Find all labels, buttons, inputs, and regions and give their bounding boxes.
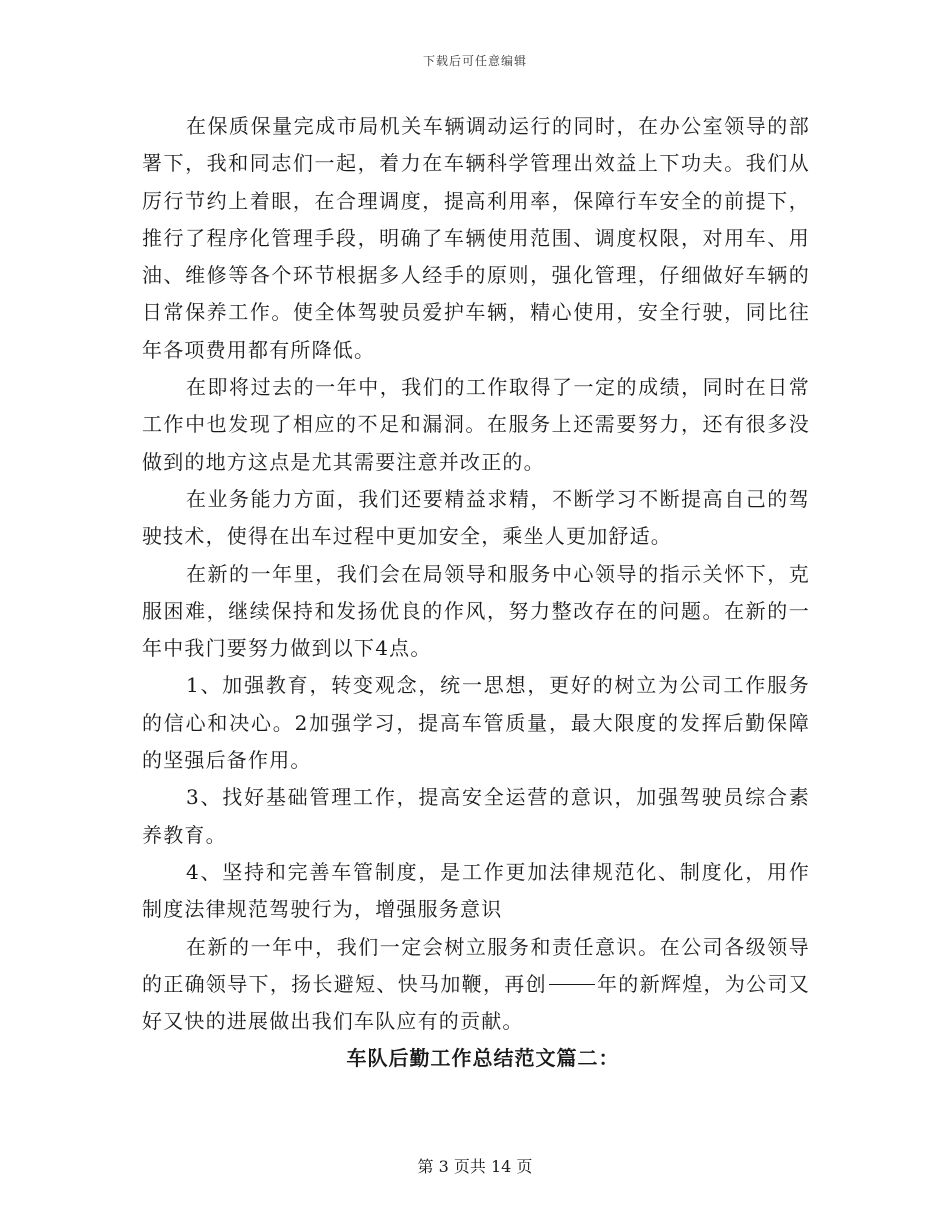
paragraph-point-4: 4、坚持和完善车管制度，是工作更加法律规范化、制度化，用作制度法律规范驾驶行为，增强服务意识 — [142, 859, 810, 922]
paragraph-point-3: 3、找好基础管理工作，提高安全运营的意识，加强驾驶员综合素养教育。 — [142, 785, 810, 847]
closing-text-after-blank: 年的新辉煌，为公司又好又快的进展做出我们车队应有的贡献。 — [142, 971, 810, 1034]
paragraph-vehicle-management: 在保质保量完成市局机关车辆调动运行的同时，在办公室领导的部署下，我和同志们一起，着力在车辆科学管理出效益上下功夫。我们从厉行节约上着眼，在合理调度，提高利用率，保障行车安全的前提下，推行了程序化管理手段，明确了车辆使用范围、调度权限，对用车、用油、维修等各个环节根据多人经手的原则，强化管理，仔细做好车辆的日常保养工作。使全体驾驶员爱护车辆，精心使用，安全行驶，同比往年各项费用都有所降低。 — [142, 114, 810, 362]
section-title: 车队后勤工作总结范文篇二： — [346, 1046, 620, 1071]
paragraph-point-1-2: 1、加强教育，转变观念，统一思想，更好的树立为公司工作服务的信心和决心。2加强学习，提高车管质量，最大限度的发挥后勤保障的坚强后备作用。 — [142, 673, 810, 773]
document-body — [142, 108, 810, 1078]
paragraph-business-ability: 在业务能力方面，我们还要精益求精，不断学习不断提高自己的驾驶技术，使得在出车过程中更加安全，乘坐人更加舒适。 — [142, 486, 810, 549]
paragraph-shortcomings: 在即将过去的一年中，我们的工作取得了一定的成绩，同时在日常工作中也发现了相应的不足和漏洞。在服务上还需要努力，还有很多没做到的地方这点是尤其需要注意并改正的。 — [142, 375, 810, 474]
paragraph-closing — [142, 929, 810, 1041]
year-blank — [549, 966, 595, 985]
closing-text-before-blank: 在新的一年中，我们一定会树立服务和责任意识。在公司各级领导的正确领导下，扬长避短、快马加鞭，再创 — [142, 934, 810, 996]
header-note: 下载后可任意编辑 — [422, 54, 527, 68]
paragraph-new-year-plan: 在新的一年里，我们会在局领导和服务中心领导的指示关怀下，克服困难，继续保持和发扬优良的作风，努力整改存在的问题。在新的一年中我门要努力做到以下4点。 — [142, 561, 810, 661]
page-number: 第 3 页共 14 页 — [417, 1157, 533, 1176]
